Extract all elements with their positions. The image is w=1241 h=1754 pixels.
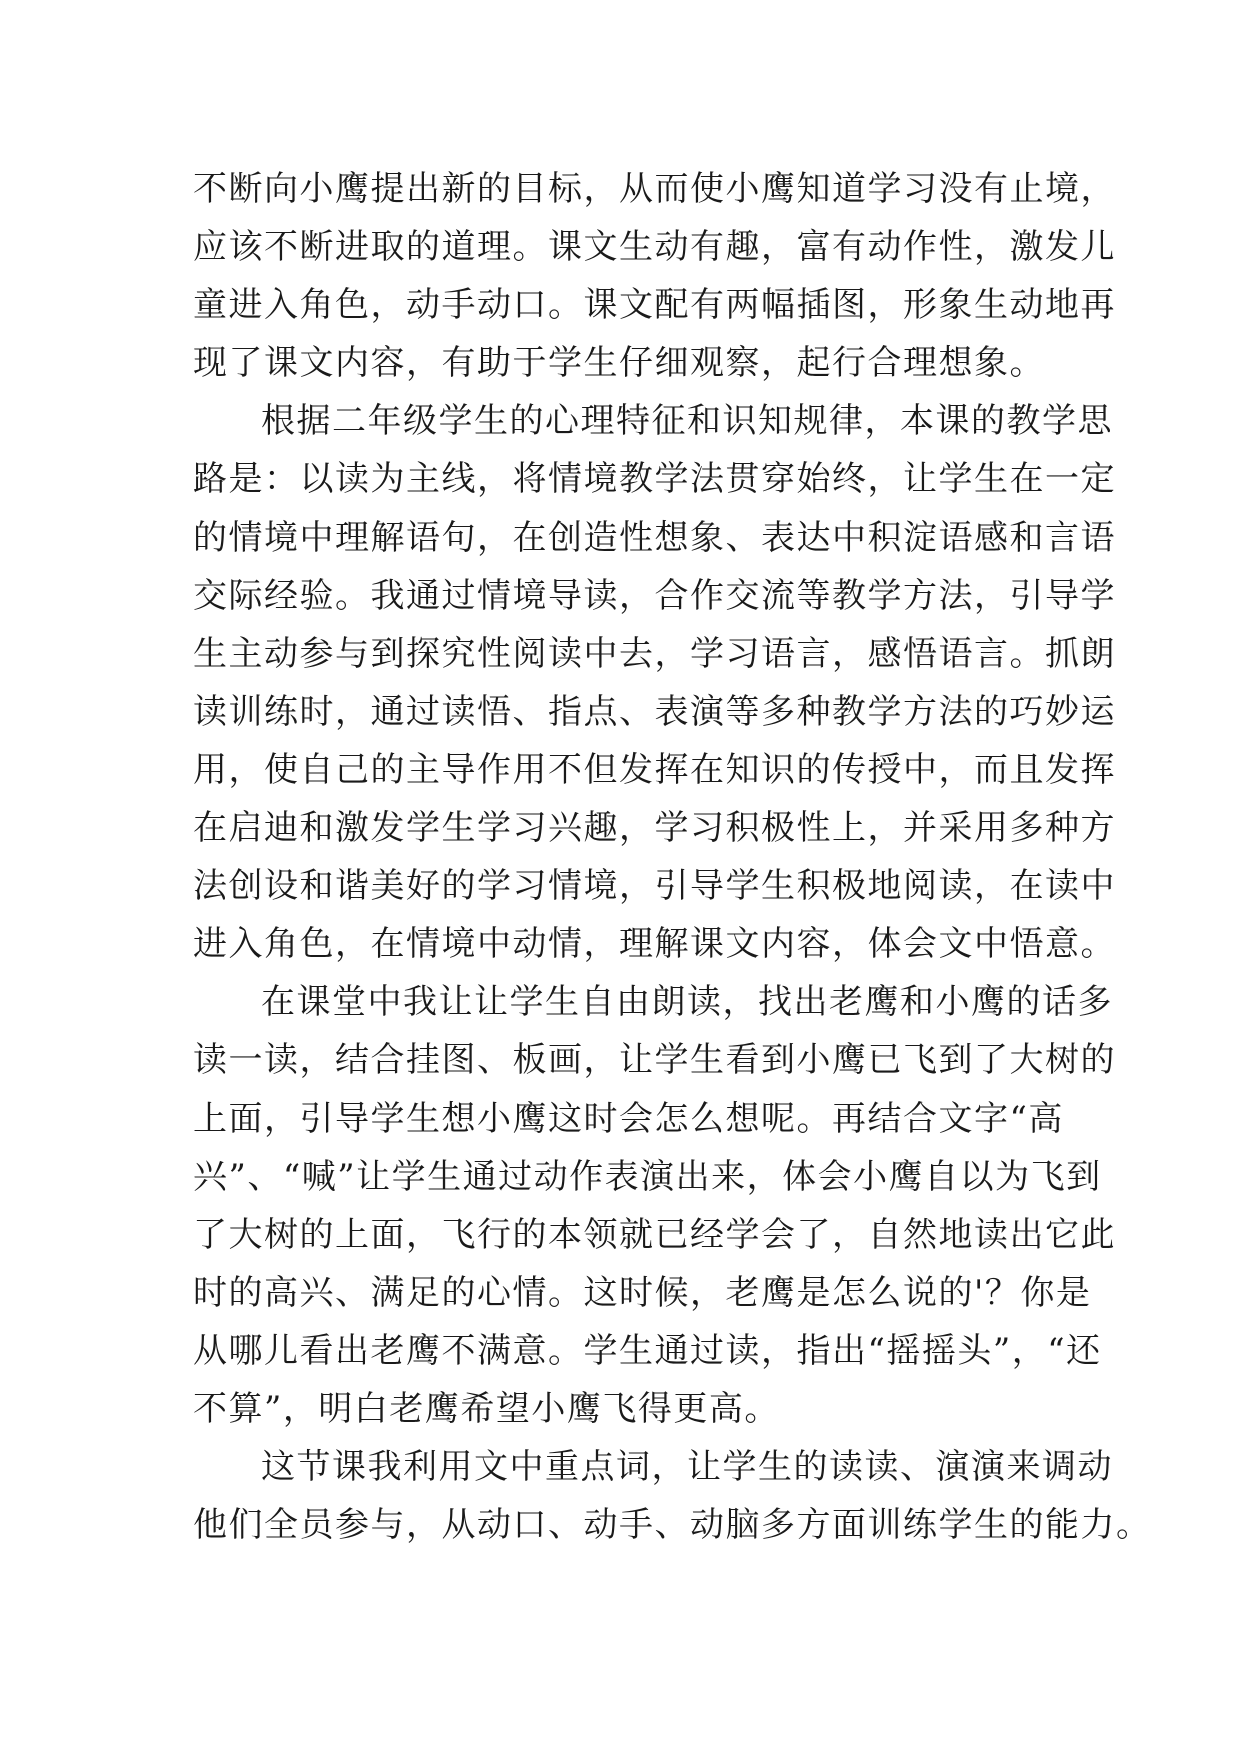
- paragraph-first-line: 这节课我利用文中重点词，让学生的读读、演演来调动: [261, 1447, 1113, 1488]
- text-line: 了大树的上面，飞行的本领就已经学会了，自然地读出它此: [193, 1214, 1116, 1255]
- text-line: 不算”，明白老鹰希望小鹰飞得更高。: [193, 1388, 780, 1429]
- paragraph-first-line: 根据二年级学生的心理特征和识知规律，本课的教学思: [261, 401, 1113, 442]
- text-line: 进入角色，在情境中动情，理解课文内容，体会文中悟意。: [193, 924, 1116, 965]
- text-line: 应该不断进取的道理。课文生动有趣，富有动作性，激发儿: [193, 227, 1116, 268]
- text-line: 上面，引导学生想小鹰这时会怎么想呢。再结合文字“高: [193, 1098, 1064, 1139]
- text-line: 交际经验。我通过情境导读，合作交流等教学方法，引导学: [193, 575, 1116, 616]
- text-line: 法创设和谐美好的学习情境，引导学生积极地阅读，在读中: [193, 866, 1116, 907]
- text-line: 兴”、“喊”让学生通过动作表演出来，体会小鹰自以为飞到: [193, 1156, 1102, 1197]
- text-line: 生主动参与到探究性阅读中去，学习语言，感悟语言。抓朗: [193, 633, 1116, 674]
- text-line: 时的高兴、满足的心情。这时候，老鹰是怎么说的'？你是: [193, 1272, 1092, 1313]
- paragraph-first-line: 在课堂中我让让学生自由朗读，找出老鹰和小鹰的话多: [261, 982, 1113, 1023]
- text-line: 不断向小鹰提出新的目标，从而使小鹰知道学习没有止境，: [193, 169, 1116, 209]
- text-line: 的情境中理解语句，在创造性想象、表达中积淀语感和言语: [193, 517, 1116, 558]
- text-line: 从哪儿看出老鹰不满意。学生通过读，指出“摇摇头”，“还: [193, 1330, 1102, 1371]
- body-text: [193, 160, 1152, 1554]
- text-line: 他们全员参与，从动口、动手、动脑多方面训练学生的能力。: [193, 1505, 1152, 1546]
- text-line: 读一读，结合挂图、板画，让学生看到小鹰已飞到了大树的: [193, 1040, 1116, 1081]
- text-line: 童进入角色，动手动口。课文配有两幅插图，形象生动地再: [193, 285, 1116, 326]
- text-line: 在启迪和激发学生学习兴趣，学习积极性上，并采用多种方: [193, 808, 1116, 849]
- text-line: 用，使自己的主导作用不但发挥在知识的传授中，而且发挥: [193, 749, 1116, 790]
- text-line: 路是：以读为主线，将情境教学法贯穿始终，让学生在一定: [193, 459, 1116, 500]
- text-line: 读训练时，通过读悟、指点、表演等多种教学方法的巧妙运: [193, 691, 1116, 732]
- text-line: 现了课文内容，有助于学生仔细观察，起行合理想象。: [193, 343, 1045, 384]
